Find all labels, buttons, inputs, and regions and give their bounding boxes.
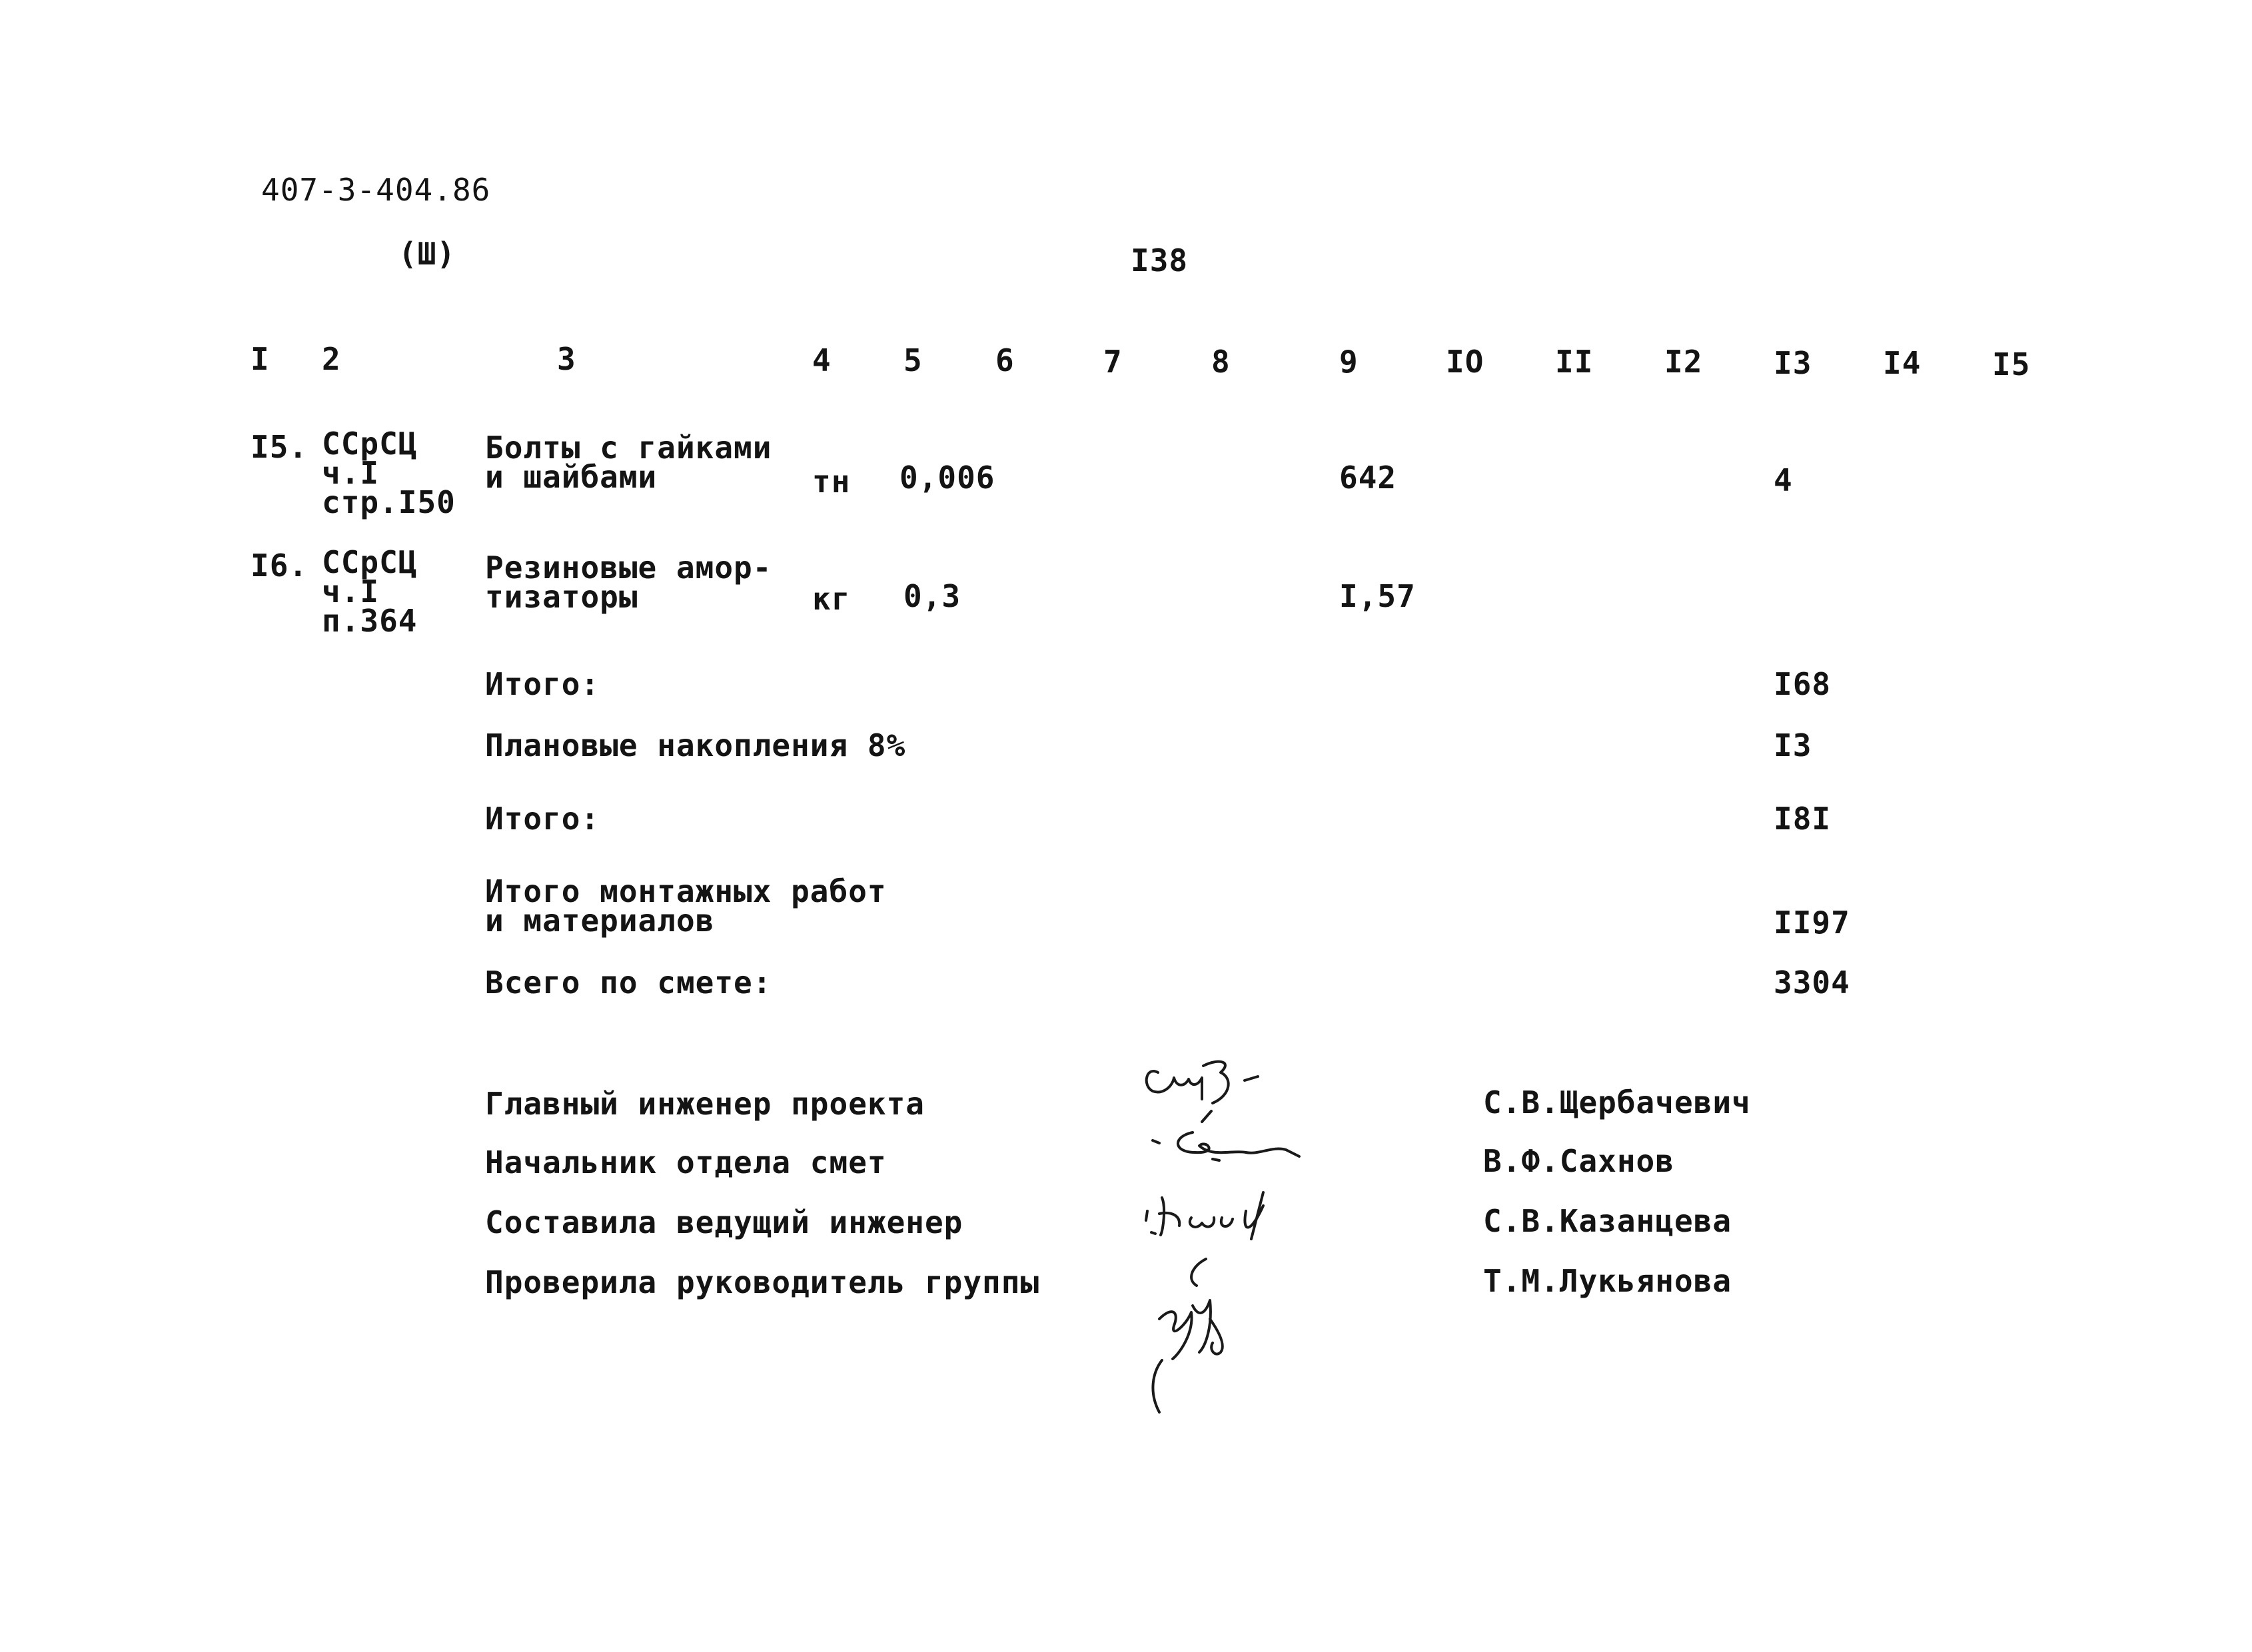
column-number: II <box>1555 344 1594 380</box>
summary-label: Всего по смете: <box>485 965 772 1001</box>
column-number: 2 <box>322 341 341 377</box>
signature-lead-engineer <box>1146 1192 1263 1239</box>
column-number: 5 <box>903 342 923 378</box>
summary-value: I8I <box>1774 801 1832 837</box>
row-number: I5. <box>251 429 308 465</box>
column-number: 6 <box>995 342 1015 378</box>
signatory-role: Главный инженер проекта <box>485 1086 925 1122</box>
column-number: 9 <box>1339 344 1359 380</box>
row-source: ССрСЦ ч.I п.364 <box>322 544 418 639</box>
summary-label: Итого: <box>485 801 600 837</box>
signatory-name: Т.М.Лукьянова <box>1483 1263 1732 1299</box>
summary-label: Итого: <box>485 666 600 702</box>
signature-estimates-head <box>1153 1132 1299 1160</box>
signature-group-lead <box>1153 1259 1222 1412</box>
column-number: 3 <box>557 341 576 377</box>
document-code: 407-3-404.86 <box>261 172 491 208</box>
signatory-name: В.Ф.Сахнов <box>1483 1143 1674 1179</box>
row-total: 4 <box>1774 462 1793 498</box>
row-quantity: 0,3 <box>903 578 961 614</box>
column-number: 8 <box>1211 344 1231 380</box>
signatory-name: С.В.Щербачевич <box>1483 1084 1751 1120</box>
signatory-role: Составила ведущий инженер <box>485 1204 963 1240</box>
summary-value: II97 <box>1774 905 1850 941</box>
summary-value: 3304 <box>1774 965 1850 1001</box>
column-number: I <box>251 341 270 377</box>
row-number: I6. <box>251 548 308 584</box>
signatory-name: С.В.Казанцева <box>1483 1203 1732 1239</box>
column-number: IO <box>1446 344 1484 380</box>
signatory-role: Проверила руководитель группы <box>485 1264 1040 1300</box>
summary-value: I3 <box>1774 727 1812 763</box>
row-unit: тн <box>812 464 851 500</box>
summary-value: I68 <box>1774 666 1832 702</box>
column-number: I4 <box>1883 345 1922 381</box>
row-quantity: 0,006 <box>899 460 995 496</box>
row-unit: кг <box>812 581 851 617</box>
row-price: I,57 <box>1339 578 1416 614</box>
signature-chief-engineer <box>1147 1062 1258 1122</box>
handwritten-signatures <box>1133 1039 1353 1426</box>
signatory-role: Начальник отдела смет <box>485 1144 887 1180</box>
column-number: I5 <box>1992 346 2031 382</box>
column-number: 7 <box>1103 344 1123 380</box>
summary-label: Плановые накопления 8% <box>485 727 906 763</box>
column-number: 4 <box>812 342 832 378</box>
row-name: Болты с гайками и шайбами <box>485 430 772 495</box>
section-mark: (Ш) <box>398 236 456 272</box>
summary-label: Итого монтажных работ и материалов <box>485 873 887 939</box>
row-price: 642 <box>1339 460 1397 496</box>
row-name: Резиновые амор- тизаторы <box>485 550 772 615</box>
column-number: I3 <box>1774 345 1812 381</box>
row-source: ССрСЦ ч.I стр.I50 <box>322 426 456 520</box>
column-number: I2 <box>1664 344 1703 380</box>
page-number: I38 <box>1131 242 1189 278</box>
